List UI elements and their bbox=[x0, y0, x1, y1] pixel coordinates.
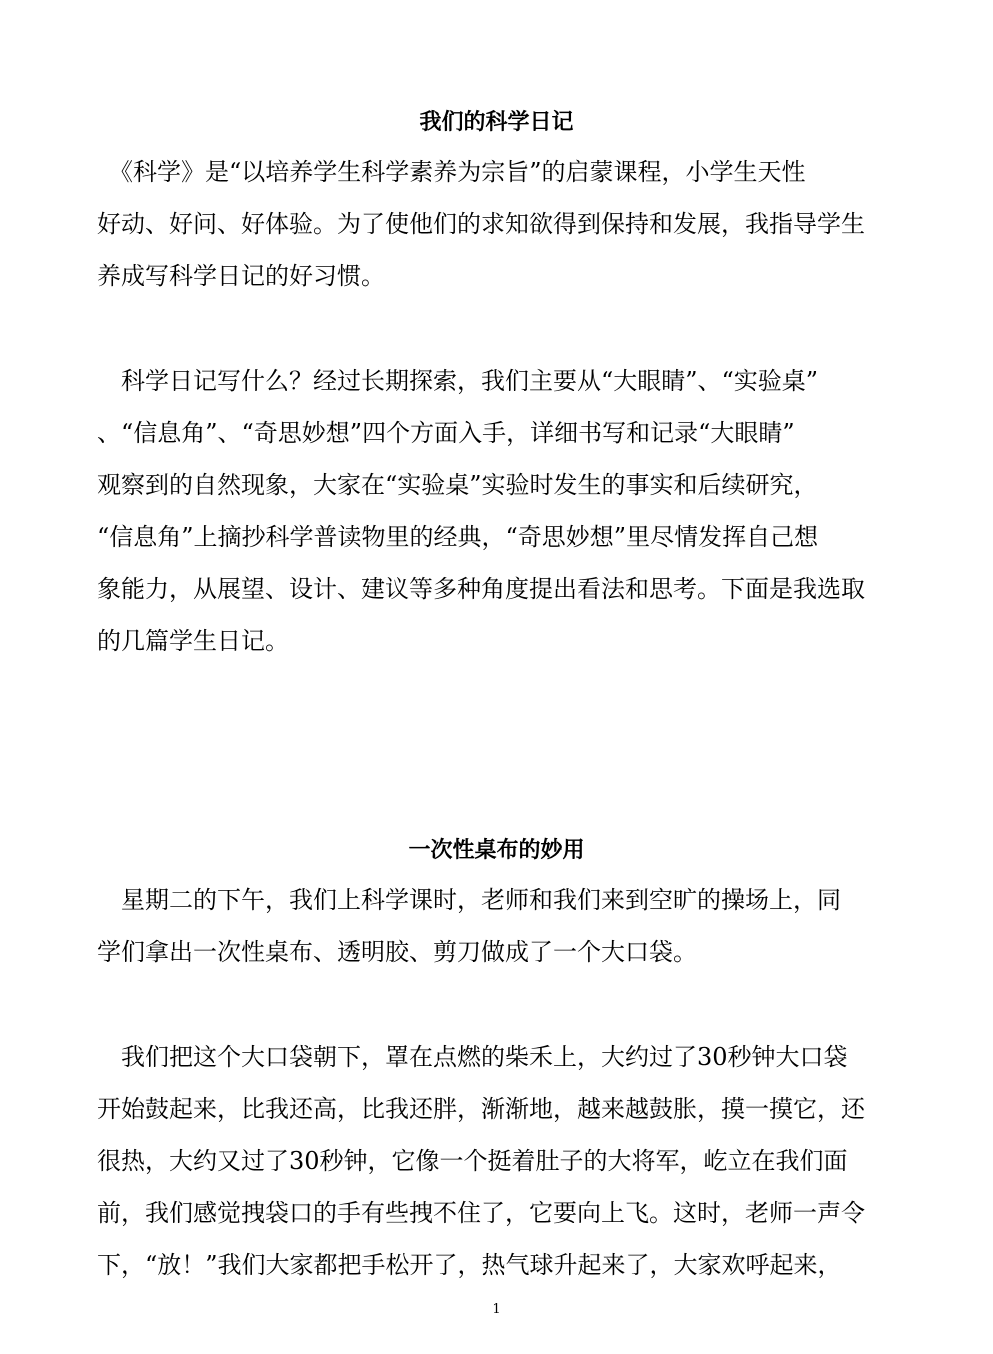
tablecloth-intro-paragraph bbox=[97, 874, 897, 978]
text-line: 下，“放！”我们大家都把手松开了，热气球升起来了，大家欢呼起来， bbox=[97, 1251, 842, 1279]
text-line: 学们拿出一次性桌布、透明胶、剪刀做成了一个大口袋。 bbox=[97, 938, 697, 966]
text-line: 科学日记写什么？经过长期探索，我们主要从“大眼睛”、“实验桌” bbox=[97, 367, 819, 395]
text-line: 前，我们感觉拽袋口的手有些拽不住了，它要向上飞。这时，老师一声令 bbox=[97, 1199, 865, 1227]
hot-air-balloon-paragraph bbox=[97, 1031, 897, 1291]
text-line: 象能力，从展望、设计、建议等多种角度提出看法和思考。下面是我选取 bbox=[97, 575, 865, 603]
text-line: 的几篇学生日记。 bbox=[97, 627, 289, 655]
text-line: 开始鼓起来，比我还高，比我还胖，渐渐地，越来越鼓胀，摸一摸它，还 bbox=[97, 1095, 865, 1123]
text-line: 星期二的下午，我们上科学课时，老师和我们来到空旷的操场上，同 bbox=[97, 886, 841, 914]
page-number: 1 bbox=[492, 1302, 501, 1317]
text-line: “信息角”上摘抄科学普读物里的经典，“奇思妙想”里尽情发挥自己想 bbox=[97, 523, 819, 551]
document-title-science-diary: 我们的科学日记 bbox=[419, 109, 574, 135]
section-title-tablecloth: 一次性桌布的妙用 bbox=[408, 837, 585, 863]
text-line: 好动、好问、好体验。为了使他们的求知欲得到保持和发展，我指导学生 bbox=[97, 210, 865, 238]
text-line: 养成写科学日记的好习惯。 bbox=[97, 262, 385, 290]
intro-paragraph bbox=[97, 146, 897, 302]
text-line: 《科学》是“以培养学生科学素养为宗旨”的启蒙课程，小学生天性 bbox=[97, 158, 806, 186]
text-line: 、“信息角”、“奇思妙想”四个方面入手，详细书写和记录“大眼睛” bbox=[97, 419, 795, 447]
diary-content-paragraph bbox=[97, 355, 897, 667]
text-line: 我们把这个大口袋朝下，罩在点燃的柴禾上，大约过了30秒钟大口袋 bbox=[97, 1043, 848, 1071]
text-line: 很热，大约又过了30秒钟，它像一个挺着肚子的大将军，屹立在我们面 bbox=[97, 1147, 848, 1175]
text-line: 观察到的自然现象，大家在“实验桌”实验时发生的事实和后续研究， bbox=[97, 471, 818, 499]
